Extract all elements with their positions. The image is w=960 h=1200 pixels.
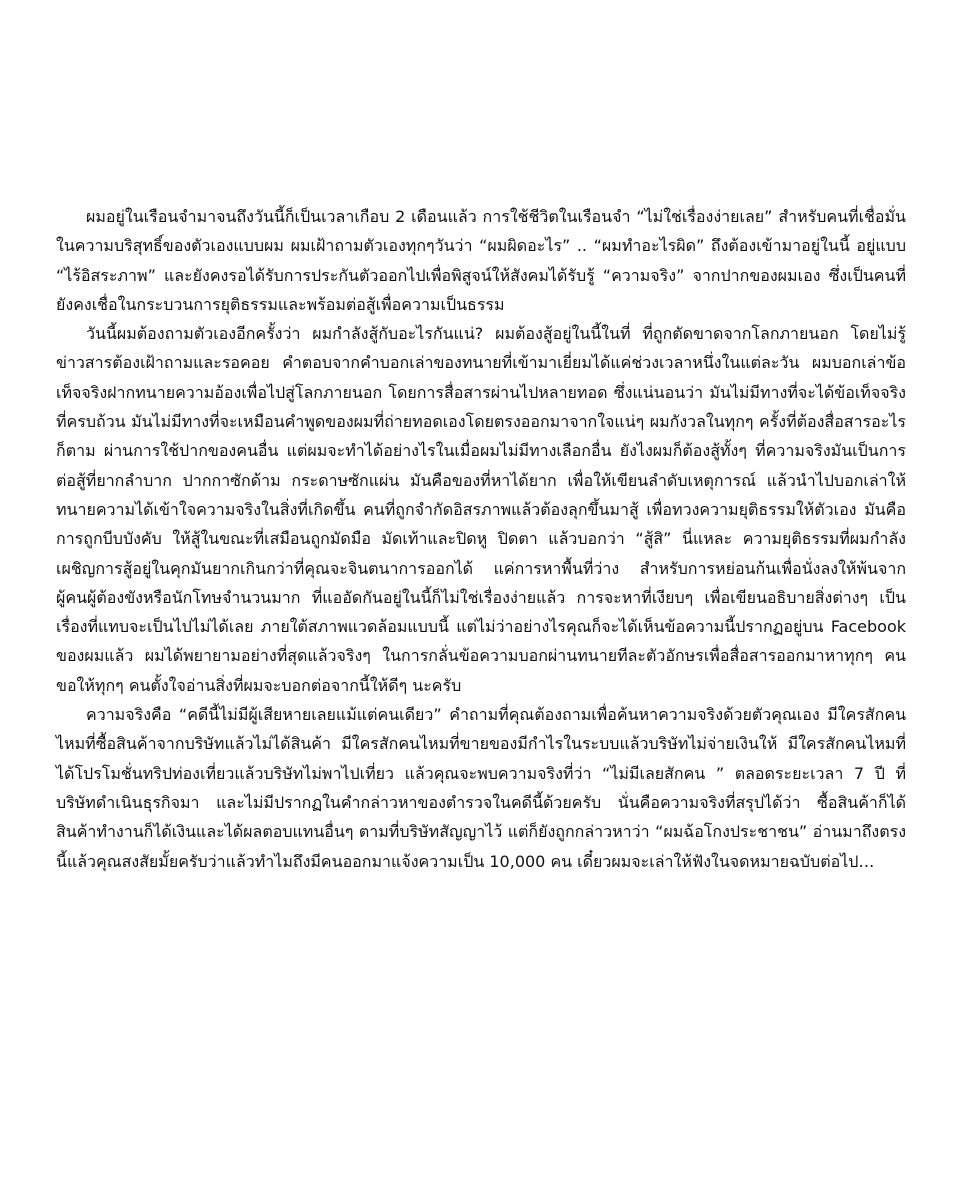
- letter-body: [56, 202, 906, 876]
- paragraph-1: ผมอยู่ในเรือนจำมาจนถึงวันนี้ก็เป็นเวลาเกือบ 2 เดือนแล้ว การใช้ชีวิตในเรือนจำ “ไม่ใช่เรื่องง่ายเลย” สำหรับคนที่เชื่อมั่นในความบริสุทธิ์ของตัวเองแบบผม ผมเฝ้าถามตัวเองทุกๆวันว่า “ผมผิดอะไร” .. “ผมทำอะไรผิด” ถึงต้องเข้ามาอยู่ในนี้ อยู่แบบ “ไร้อิสระภาพ” และยังคงรอได้รับการประกันตัวออกไปเพื่อพิสูจน์ให้สังคมได้รับรู้ “ความจริง” จากปากของผมเอง ซึ่งเป็นคนที่ยังคงเชื่อในกระบวนการยุติธรรมและพร้อมต่อสู้เพื่อความเป็นธรรม: [56, 207, 906, 314]
- paragraph-3: ความจริงคือ “คดีนี้ไม่มีผู้เสียหายเลยแม้แต่คนเดียว” คำถามที่คุณต้องถามเพื่อค้นหาความจริงด้วยตัวคุณเอง มีใครสักคนไหมที่ซื้อสินค้าจากบริษัทแล้วไม่ได้สินค้า มีใครสักคนไหมที่ขายของมีกำไรในระบบแล้วบริษัทไม่จ่ายเงินให้ มีใครสักคนไหมที่ได้โปรโมชั่นทริปท่องเที่ยวแล้วบริษัทไม่พาไปเที่ยว แล้วคุณจะพบความจริงที่ว่า “ไม่มีเลยสักคน ” ตลอดระยะเวลา 7 ปี ที่บริษัทดำเนินธุรกิจมา และไม่มีปรากฏในคำกล่าวหาของตำรวจในคดีนี้ด้วยครับ นั่นคือความจริงที่สรุปได้ว่า ซื้อสินค้าก็ได้สินค้าทำงานก็ได้เงินและได้ผลตอบแทนอื่นๆ ตามที่บริษัทสัญญาไว้ แต่ก็ยังถูกกล่าวหาว่า “ผมฉ้อโกงประชาชน” อ่านมาถึงตรงนี้แล้วคุณสงสัยมั้ยครับว่าแล้วทำไมถึงมีคนออกมาแจ้งความเป็น 10,000 คน เดี๋ยวผมจะเล่าให้ฟังในจดหมายฉบับต่อไป…: [56, 705, 906, 871]
- paragraph-2: วันนี้ผมต้องถามตัวเองอีกครั้งว่า ผมกำลังสู้กับอะไรกันแน่? ผมต้องสู้อยู่ในนี้ในที่ ที่ถูกตัดขาดจากโลกภายนอก โดยไม่รู้ข่าวสารต้องเฝ้าถามและรอคอย คำตอบจากคำบอกเล่าของทนายที่เข้ามาเยี่ยมได้แค่ช่วงเวลาหนึ่งในแต่ละวัน ผมบอกเล่าข้อเท็จจริงฝากทนายความอ้องเพื่อไปสู่โลกภายนอก โดยการสื่อสารผ่านไปหลายทอด ซึ่งแน่นอนว่า มันไม่มีทางที่จะได้ข้อเท็จจริงที่ครบถ้วน มันไม่มีทางที่จะเหมือนคำพูดของผมที่ถ่ายทอดเองโดยตรงออกมาจากใจแน่ๆ ผมกังวลในทุกๆ ครั้งที่ต้องสื่อสารอะไรก็ตาม ผ่านการใช้ปากของคนอื่น แต่ผมจะทำได้อย่างไรในเมื่อผมไม่มีทางเลือกอื่น ยังไงผมก็ต้องสู้ทั้งๆ ที่ความจริงมันเป็นการต่อสู้ที่ยากลำบาก ปากกาซักด้าม กระดาษซักแผ่น มันคือของที่หาได้ยาก เพื่อให้เขียนลำดับเหตุการณ์ แล้วนำไปบอกเล่าให้ทนายความได้เข้าใจความจริงในสิ่งที่เกิดขึ้น คนที่ถูกจำกัดอิสรภาพแล้วต้องลุกขึ้นมาสู้ เพื่อทวงความยุติธรรมให้ตัวเอง มันคือการถูกบีบบังคับ ให้สู้ในขณะที่เสมือนถูกมัดมือ มัดเท้าและปิดหู ปิดตา แล้วบอกว่า “สู้สิ” นี่แหละ ความยุติธรรมที่ผมกำลังเผชิญการสู้อยู่ในคุกมันยากเกินกว่าที่คุณจะจินตนาการออกได้ แค่การหาพื้นที่ว่าง สำหรับการหย่อนก้นเพื่อนั่งลงให้พ้นจากผู้คนผู้ต้องขังหรือนักโทษจำนวนมาก ที่แออัดกันอยู่ในนี้ก็ไม่ใช่เรื่องง่ายแล้ว การจะหาที่เงียบๆ เพื่อเขียนอธิบายสิ่งต่างๆ เป็นเรื่องที่แทบจะเป็นไปไม่ได้เลย ภายใต้สภาพแวดล้อมแบบนี้ แต่ไม่ว่าอย่างไรคุณก็จะได้เห็นข้อความนี้ปรากฏอยู่บน Facebook ของผมแล้ว ผมได้พยายามอย่างที่สุดแล้วจริงๆ ในการกลั่นข้อความบอกผ่านทนายทีละตัวอักษรเพื่อสื่อสารออกมาหาทุกๆ คน ขอให้ทุกๆ คนตั้งใจอ่านสิ่งที่ผมจะบอกต่อจากนี้ให้ดีๆ นะครับ: [56, 324, 906, 695]
